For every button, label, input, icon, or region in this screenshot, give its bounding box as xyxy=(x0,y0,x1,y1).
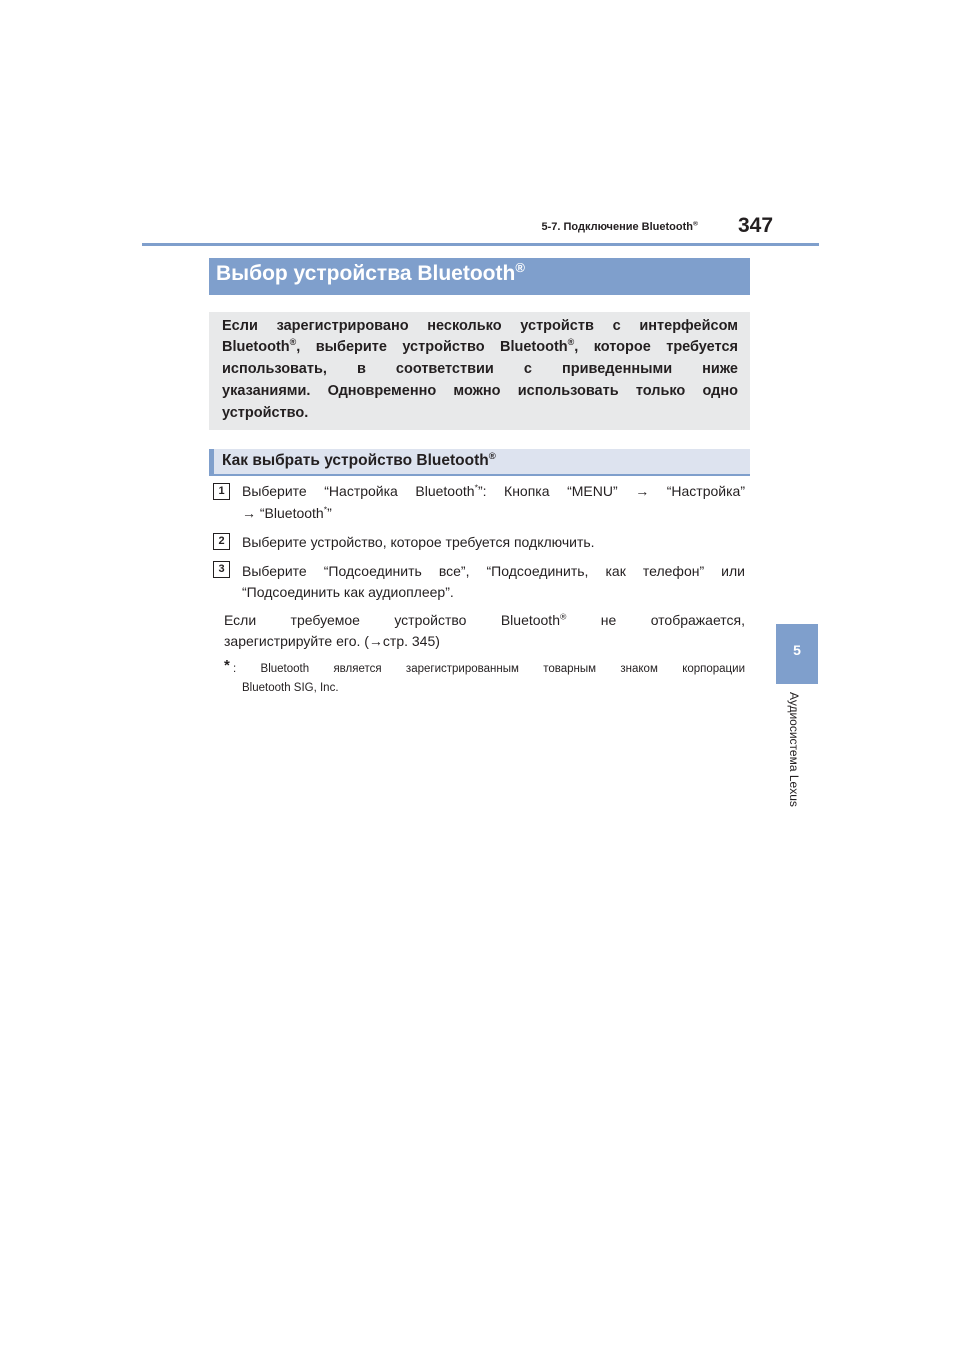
intro-text: , которое требуется xyxy=(574,339,738,355)
arrow-right-icon: → xyxy=(368,633,383,649)
note-text: Если требуемое устройство Bluetooth xyxy=(224,612,560,628)
step-number-1: 1 xyxy=(213,483,230,500)
intro-line-3: использовать, в соответствии с приведенными ниже xyxy=(222,361,738,377)
section-title xyxy=(500,221,698,233)
arrow-right-icon: → xyxy=(635,483,650,499)
intro-line-1: Если зарегистрировано несколько устройств с интерфейсом xyxy=(222,318,738,334)
subheading xyxy=(222,452,496,470)
subheading-accent xyxy=(209,449,214,476)
step-text: “Настройка” xyxy=(666,483,745,499)
intro-line-2 xyxy=(222,339,738,355)
intro-line-4: указаниями. Одновременно можно использовать только одно xyxy=(222,383,738,399)
header-rule xyxy=(142,243,819,246)
intro-text: Bluetooth xyxy=(222,339,290,355)
chapter-number: 5 xyxy=(793,642,801,658)
step-2-line-1: Выберите устройство, которое требуется подключить. xyxy=(242,534,595,550)
registered-mark: ® xyxy=(515,260,525,275)
footnote-star: * xyxy=(224,657,230,674)
page-title-text: Выбор устройства Bluetooth xyxy=(216,262,516,285)
step-text: “Bluetooth xyxy=(259,505,324,521)
footnote-line-2: Bluetooth SIG, Inc. xyxy=(242,682,339,694)
registered-mark: ® xyxy=(488,450,496,462)
footnote-star: * xyxy=(474,482,478,493)
note-line-1 xyxy=(224,612,745,628)
page-title xyxy=(216,262,525,286)
page-number: 347 xyxy=(738,214,774,237)
chapter-label: Аудиосистема Lexus xyxy=(787,692,801,807)
footnote-star: * xyxy=(323,504,328,515)
step-number-3: 3 xyxy=(213,561,230,578)
note-text: зарегистрируйте его. ( xyxy=(224,633,369,649)
subheading-text: Как выбрать устройство Bluetooth xyxy=(222,452,489,469)
note-text: стр. 345) xyxy=(382,633,440,649)
step-3-line-1: Выберите “Подсоединить все”, “Подсоединить, как телефон” или xyxy=(242,563,745,579)
step-text: Выберите “Настройка Bluetooth xyxy=(242,483,475,499)
registered-mark: ® xyxy=(567,337,575,348)
chapter-label-container xyxy=(787,692,807,827)
registered-mark: ® xyxy=(692,220,698,228)
intro-line-5: устройство. xyxy=(222,405,309,421)
registered-mark: ® xyxy=(289,337,297,348)
note-line-2 xyxy=(224,633,440,649)
section-title-text: 5-7. Подключение Bluetooth xyxy=(541,221,693,233)
registered-mark: ® xyxy=(560,611,567,622)
intro-text: , выберите устройство Bluetooth xyxy=(296,339,568,355)
step-1-line-2 xyxy=(242,505,332,521)
step-1-line-1 xyxy=(242,483,745,499)
step-3-line-2: “Подсоединить как аудиоплеер”. xyxy=(242,584,454,600)
step-number-2: 2 xyxy=(213,533,230,550)
note-text: не отображается, xyxy=(566,612,745,628)
step-text: ” xyxy=(327,505,332,521)
arrow-right-icon: → xyxy=(242,505,256,521)
step-text: ”: Кнопка “MENU” xyxy=(477,483,618,499)
footnote-line-1: : Bluetooth является зарегистрированным товарным знаком корпорации xyxy=(233,663,745,675)
